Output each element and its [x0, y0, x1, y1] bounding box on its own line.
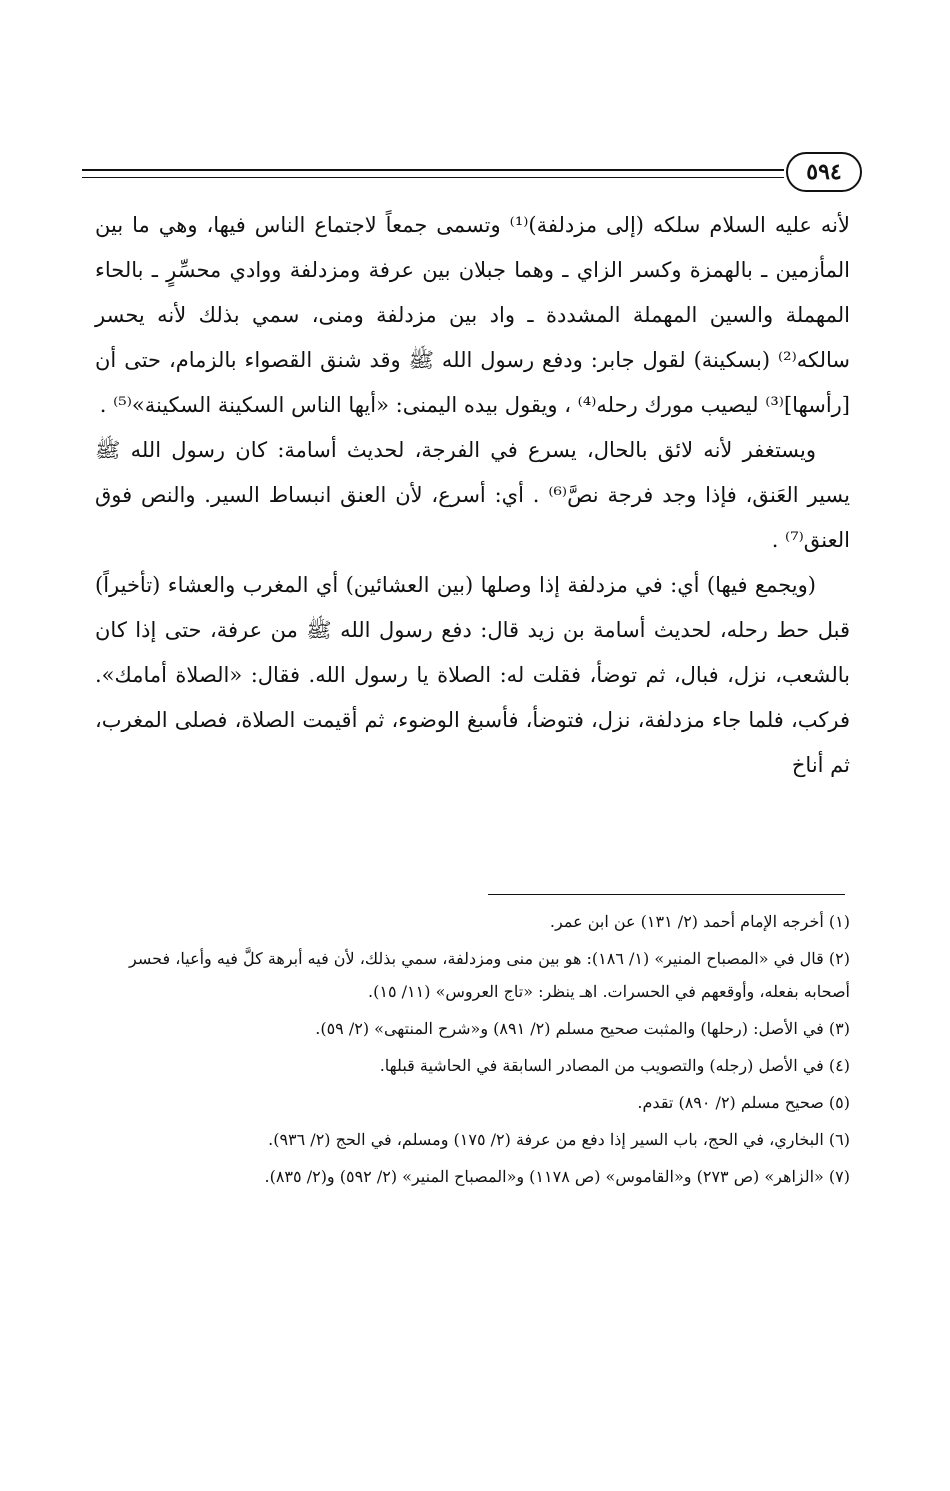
footnote: (٤) في الأصل (رجله) والتصويب من المصادر السابقة في الحاشية قبلها. — [379, 1056, 850, 1075]
footnote: (٦) البخاري، في الحج، باب السير إذا دفع من عرفة (٢/ ١٧٥) ومسلم، في الحج (٢/ ٩٣٦). — [268, 1130, 850, 1149]
footnotes — [95, 905, 850, 1197]
footnote-separator — [488, 894, 845, 895]
footnote: (٢) قال في «المصباح المنير» (١/ ١٨٦): هو بين منى ومزدلفة، سمي بذلك، لأن فيه أبرهة كلَّ فيه وأعيا، فحسر أصحابه بفعله، وأوقعهم في الحسرات. اهـ ينظر: «تاج العروس» (١١/ ١٥). — [129, 949, 850, 1001]
main-text — [95, 203, 850, 788]
footnote: (٥) صحيح مسلم (٢/ ٨٩٠) تقدم. — [637, 1093, 850, 1112]
paragraph: (ويجمع فيها) أي: في مزدلفة إذا وصلها (بين العشائين) أي المغرب والعشاء (تأخيراً) قبل حط رحله، لحديث أسامة بن زيد قال: دفع رسول الله ﷺ من عرفة، حتى إذا كان بالشعب، نزل، فبال، ثم توضأ، فقلت له: الصلاة يا رسول الله. فقال: «الصلاة أمامك». فركب، فلما جاء مزدلفة، نزل، فتوضأ، فأسبغ الوضوء، ثم أقيمت الصلاة، فصلى المغرب، ثم أناخ — [95, 573, 850, 777]
paragraph: ويستغفر لأنه لائق بالحال، يسرع في الفرجة، لحديث أسامة: كان رسول الله ﷺ يسير العَنق، فإذا وجد فرجة نصَّ⁽⁶⁾ . أي: أسرع، لأن العنق انبساط السير. والنص فوق العنق⁽⁷⁾ . — [95, 438, 850, 552]
footnote: (٣) في الأصل: (رحلها) والمثبت صحيح مسلم (٢/ ٨٩١) و«شرح المنتهى» (٢/ ٥٩). — [315, 1019, 850, 1038]
header-rule — [82, 169, 784, 178]
footnote: (٧) «الزاهر» (ص ٢٧٣) و«القاموس» (ص ١١٧٨) و«المصباح المنير» (٢/ ٥٩٢) و(٢/ ٨٣٥). — [264, 1167, 850, 1186]
page-number: ٥٩٤ — [786, 152, 862, 192]
footnote: (١) أخرجه الإمام أحمد (٢/ ١٣١) عن ابن عمر. — [549, 912, 850, 931]
page-header — [82, 150, 862, 192]
paragraph: لأنه عليه السلام سلكه (إلى مزدلفة)⁽¹⁾ وتسمى جمعاً لاجتماع الناس فيها، وهي ما بين المأزمين ـ بالهمزة وكسر الزاي ـ وهما جبلان بين عرفة ومزدلفة ووادي محسِّرٍ ـ بالحاء المهملة والسين المهملة المشددة ـ واد بين مزدلفة ومنى، سمي بذلك لأنه يحسر سالكه⁽²⁾ (بسكينة) لقول جابر: ودفع رسول الله ﷺ وقد شنق القصواء بالزمام، حتى أن [رأسها]⁽³⁾ ليصيب مورك رحله⁽⁴⁾ ، ويقول بيده اليمنى: «أيها الناس السكينة السكينة»⁽⁵⁾ . — [95, 213, 851, 417]
